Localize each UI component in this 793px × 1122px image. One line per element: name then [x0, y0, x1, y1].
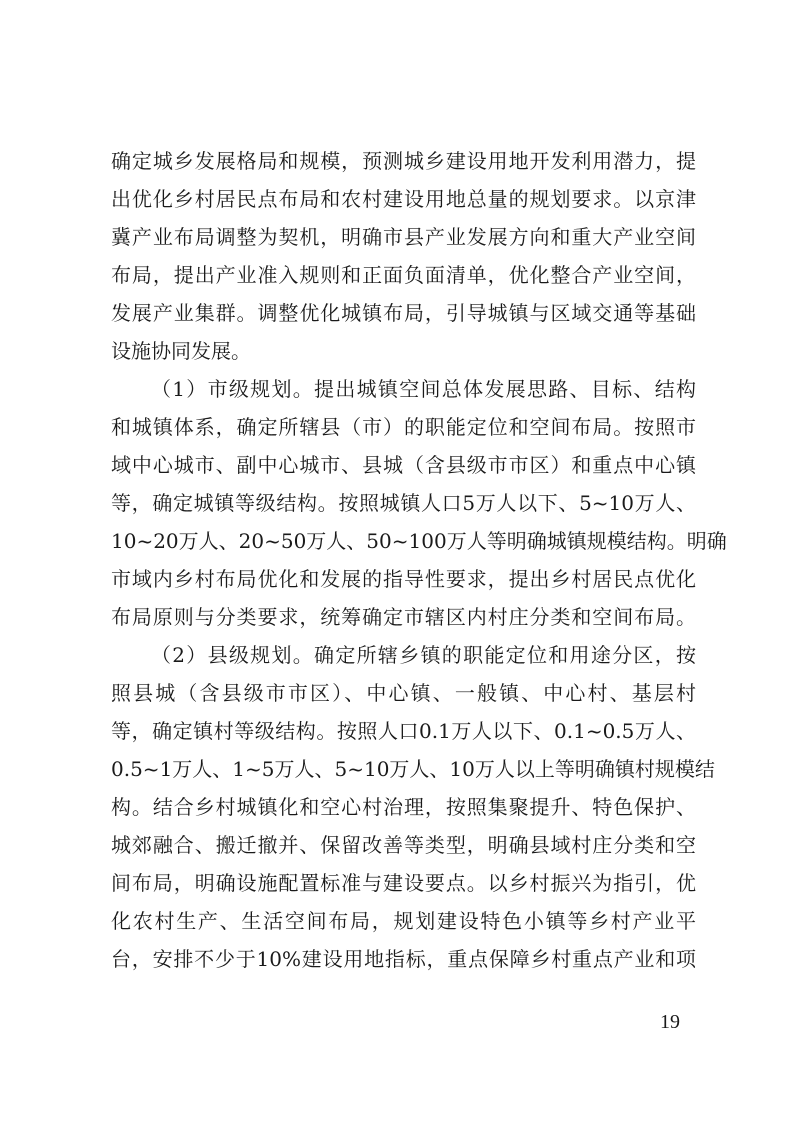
paragraph-start-line: （1）市级规划。提出城镇空间总体发展思路、目标、结构	[151, 377, 696, 401]
page-number: 19	[660, 1011, 680, 1033]
text-line: 确定城乡发展格局和规模，预测城乡建设用地开发利用潜力，提	[111, 149, 696, 173]
text-line: 出优化乡村居民点布局和农村建设用地总量的规划要求。以京津	[111, 187, 696, 211]
text-line: 布局，提出产业准入规则和正面负面清单，优化整合产业空间，	[111, 263, 696, 287]
text-line: 台，安排不少于10%建设用地指标，重点保障乡村重点产业和项	[111, 947, 696, 971]
text-line: 城郊融合、搬迁撤并、保留改善等类型，明确县域村庄分类和空	[111, 833, 696, 857]
text-line: 和城镇体系，确定所辖县（市）的职能定位和空间布局。按照市	[111, 415, 696, 439]
text-line: 布局原则与分类要求，统筹确定市辖区内村庄分类和空间布局。	[111, 605, 696, 629]
text-line: 冀产业布局调整为契机，明确市县产业发展方向和重大产业空间	[111, 225, 696, 249]
text-line: 照县城（含县级市市区）、中心镇、一般镇、中心村、基层村	[111, 681, 696, 705]
text-line: 构。结合乡村城镇化和空心村治理，按照集聚提升、特色保护、	[111, 795, 696, 819]
text-line: 设施协同发展。	[111, 339, 251, 363]
paragraph-start-line: （2）县级规划。确定所辖乡镇的职能定位和用途分区，按	[151, 643, 696, 667]
text-line: 域中心城市、副中心城市、县城（含县级市市区）和重点中心镇	[111, 453, 696, 477]
text-line: 发展产业集群。调整优化城镇布局，引导城镇与区域交通等基础	[111, 301, 696, 325]
text-line: 间布局，明确设施配置标准与建设要点。以乡村振兴为指引，优	[111, 871, 696, 895]
text-line: 化农村生产、生活空间布局，规划建设特色小镇等乡村产业平	[111, 909, 696, 933]
text-line: 等，确定镇村等级结构。按照人口0.1万人以下、0.1~0.5万人、	[111, 719, 696, 743]
text-line: 市域内乡村布局优化和发展的指导性要求，提出乡村居民点优化	[111, 567, 696, 591]
text-line: 10~20万人、20~50万人、50~100万人等明确城镇规模结构。明确	[111, 529, 727, 553]
text-line: 0.5~1万人、1~5万人、5~10万人、10万人以上等明确镇村规模结	[111, 757, 715, 781]
text-line: 等，确定城镇等级结构。按照城镇人口5万人以下、5~10万人、	[111, 491, 696, 515]
